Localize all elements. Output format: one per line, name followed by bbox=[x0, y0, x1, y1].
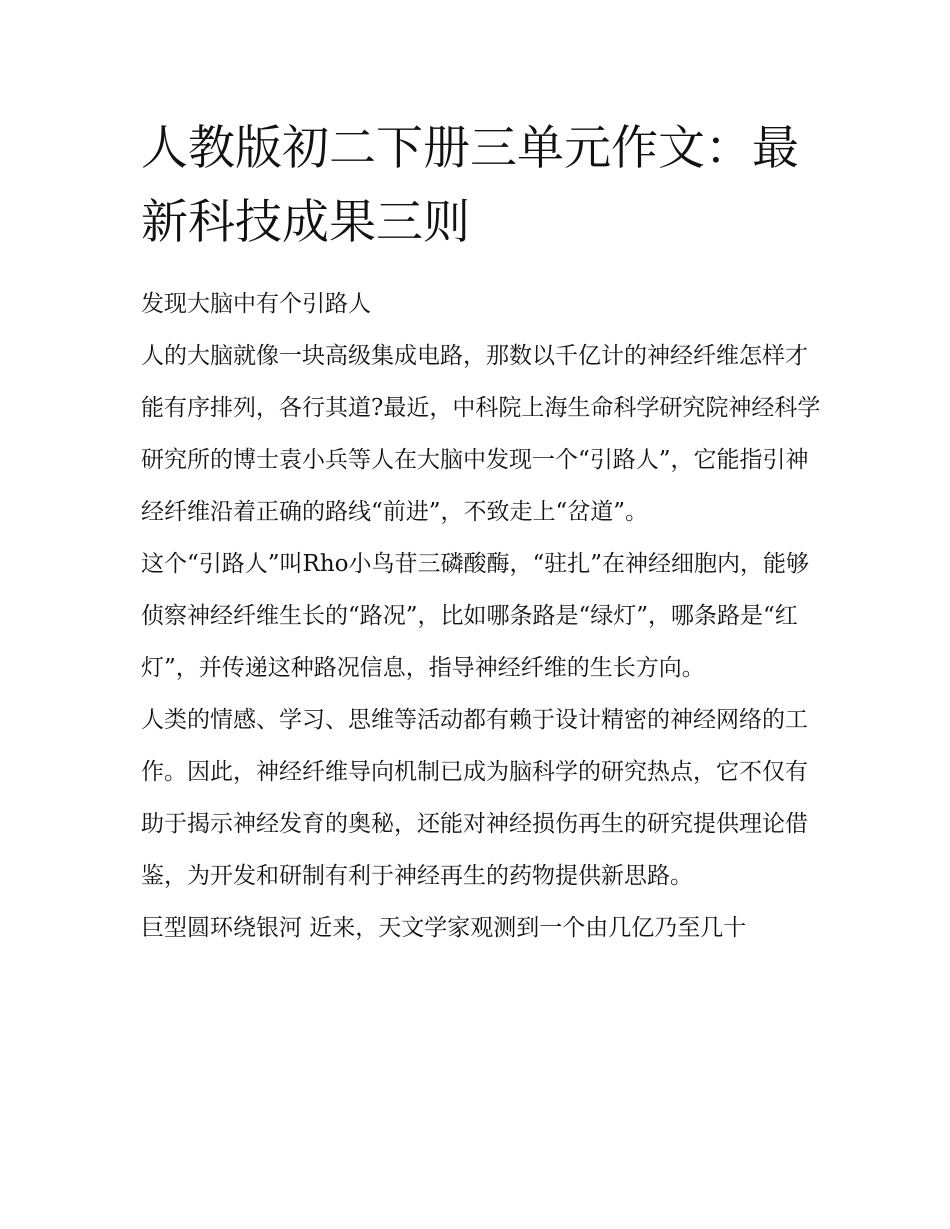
paragraph-2: 这个“引路人”叫Rho小鸟苷三磷酸酶，“驻扎”在神经细胞内，能够侦察神经纤维生长的“路况”，比如哪条路是“绿灯”，哪条路是“红灯”，并传递这种路况信息，指导神经纤维的生长方向。 bbox=[141, 551, 810, 681]
paragraph-3: 人类的情感、学习、思维等活动都有赖于设计精密的神经网络的工作。因此，神经纤维导向机制已成为脑科学的研究热点，它不仅有助于揭示神经发育的奥秘，还能对神经损伤再生的研究提供理论借鉴，为开发和研制有利于神经再生的药物提供新思路。 bbox=[141, 707, 808, 889]
paragraph-4: 巨型圆环绕银河 近来，天文学家观测到一个由几亿乃至几十 bbox=[141, 915, 747, 941]
section-heading: 发现大脑中有个引路人 bbox=[141, 291, 371, 317]
document-title: 人教版初二下册三单元作文：最新科技成果三则 bbox=[141, 121, 799, 250]
document-content bbox=[141, 112, 821, 954]
paragraph-1: 人的大脑就像一块高级集成电路，那数以千亿计的神经纤维怎样才能有序排列，各行其道?最近，中科院上海生命科学研究院神经科学研究所的博士袁小兵等人在大脑中发现一个“引路人”，它能指引神经纤维沿着正确的路线“前进”，不致走上“岔道”。 bbox=[141, 343, 821, 525]
